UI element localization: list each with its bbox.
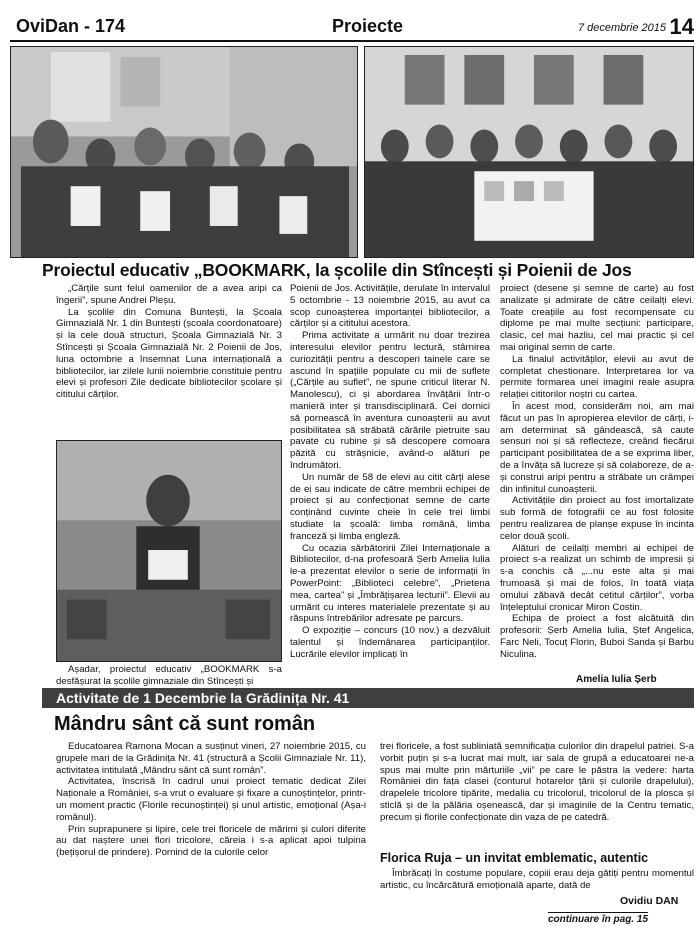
paragraph: La școlile din Comuna Buntești, la Școala Gimnazială Nr. 1 din Buntești (școala coordonatoare) și la cele două structuri, Școala Gimnazială Nr. 3 Stîncești și Școala Gimnazială Nr. 2 Poienii de Jos, luna octombrie a însemnat Luna internațională a bibliotecilor, iar zilele lunii noiembrie constituie pentru elevi și profesori Zile dedicate bibliotecilor școlare și cititului cărților. — [56, 306, 282, 401]
paragraph: Echipa de proiect a fost alcătuită din profesorii: Șerb Amelia Iulia, Ștef Angelica, Farc Neli, Tocuț Florin, Buboi Sanda și Barbu Niculina. — [500, 613, 694, 660]
paragraph: În acest mod, considerăm noi, am mai făcut un pas în apropierea elevilor de cărți, i-am determinat să gândească, să caute sensuri noi și să reflecteze, creând fiecărui participant posibilitatea de a se exprima liber, de a învăța să lucreze și să colaboreze, de a-și construi aripi pentru a străbate un crâmpei din infinitul cunoașterii. — [500, 400, 694, 495]
article-author: Ovidiu DAN — [620, 895, 679, 907]
paragraph: Educatoarea Ramona Mocan a susținut vineri, 27 noiembrie 2015, cu grupele mari de la Grădinița Nr. 41 (structură a Școlii Gimnaziale Nr. 11), activitatea intitulată „Mândru sânt că sunt român”. — [56, 741, 366, 776]
article-subtitle: Florica Ruja – un invitat emblematic, autentic — [380, 851, 649, 865]
classroom-group-photo — [364, 46, 694, 258]
paragraph: Activitățile din proiect au fost imortalizate sub formă de fotografii ce au fost folosite pentru realizarea de planșe expuse în incinta celor două școli. — [500, 495, 694, 542]
paragraph: trei floricele, a fost subliniată semnificația culorilor din drapelul patriei. S-a vorbit puțin și s-a lucrat mai mult, iar sala de grupă a educatoarei ne-a spus mai multe prin mărturiile „vii” pe care le păstra la vedere: harta României din fața clasei (conturul hotarelor țării și culorile drapelului), drapelele tricolore tipărite, medalia cu tricolorul, tricolorul de la plosca și sticlă și de la pălăria oșenească, dar și imaginile de la Centru tematic, precum și florile confecționate din vaza de pe catedră. — [380, 741, 694, 823]
paragraph: Un număr de 58 de elevi au citit cărți alese de ei sau indicate de către membrii echipei de proiect și au confecționat semne de carte conținând cuvinte cheie în cele trei limbi studiate la școală: limba română, limba franceză și limba engleză. — [290, 471, 490, 542]
article-signature: Amelia Iulia Șerb — [576, 674, 657, 685]
paragraph: Poienii de Jos. Activitățile, derulate în intervalul 5 octombrie - 13 noiembrie 2015, au avut ca scop cunoașterea importanței bibliotecilor, a cărților și a cititului acestora. — [290, 283, 490, 330]
photo-scene-icon — [11, 47, 357, 258]
article-column-2 — [380, 741, 694, 824]
section-heading-bar: Activitate de 1 Decembrie la Grădinița Nr. 41 — [42, 688, 694, 708]
article-column-3 — [500, 283, 694, 661]
paragraph: Cu ocazia sărbătoririi Zilei Internaționale a Bibliotecilor, d-na profesoară Șerb Amelia Iulia le-a prezentat elevilor o serie de informații în PowerPoint: „Biblioteci celebre”, „Prietena mea, cartea” și „Îmbrățișarea lecturii”. Elevii au urmărit cu interes materialele prezentate și au răspuns întrebărilor adresate pe parcurs. — [290, 542, 490, 625]
article-column-2-continued — [380, 868, 694, 892]
photo-scene-icon — [57, 441, 281, 661]
paragraph: Prin suprapunere și lipire, cele trei floricele de mărimi și culori diferite au dat naștere unei flori tricolore, căreia i s-a aplicat apoi tulpina (bețișorul de prindere). Pornind de la culorile celor — [56, 823, 366, 859]
article-title: Mândru sânt că sunt român — [54, 713, 316, 735]
paragraph: Activitatea, înscrisă în cadrul unui proiect tematic dedicat Zilei Naționale a României, s-a vrut o evaluare și fixare a cunoștințelor, printr-un moment practic (Florile recunoștinței) și unul artistic, emoțional (Așa-i românul). — [56, 776, 366, 823]
paragraph: Așadar, proiectul educativ „BOOKMARK s-a desfășurat la școlile gimnaziale din Stîncești și — [56, 664, 282, 687]
paragraph: O expoziție – concurs (10 nov.) a dezvăluit talentul și îndemânarea participanților. Lucrările elevilor implicați în — [290, 625, 490, 660]
paragraph: Alături de ceilalți membri ai echipei de proiect s-a realizat un schimb de impresii și s-a conchis că „...nu este alta și mai frumoasă și mai de folos, în toată viața omului zăbavă decât cetitul cărților”, vorba înțeleptului cronicar Miron Costin. — [500, 542, 694, 613]
article-column-1-continued — [56, 664, 282, 688]
article-column-2 — [290, 283, 490, 661]
paragraph: La finalul activităților, elevii au avut de completat chestionare. Interpretarea lor va permite formarea unei imagini reale asupra relației cititorilor noștri cu cartea. — [500, 353, 694, 401]
section-name: Proiecte — [332, 16, 404, 36]
continued-link[interactable]: continuare în pag. 15 — [548, 914, 649, 925]
issue-date: 7 decembrie 2015 — [577, 22, 666, 34]
boy-with-diploma-photo — [56, 440, 282, 662]
paragraph: proiect (desene și semne de carte) au fost analizate și admirate de către ceilalți elevi. Toate creațiile au fost recompensate cu diplome pe mai multe secțiuni: participare, clasic, cel mai hazliu, cel mai practic și cel mai original semn de carte. — [500, 283, 694, 353]
article-column-1 — [56, 741, 366, 859]
paragraph: Îmbrăcați în costume populare, copiii erau deja gătiți pentru momentul artistic, cu încărcătură emoțională aparte, dată de — [380, 868, 694, 891]
publication-issue: OviDan - 174 — [16, 16, 126, 36]
students-with-bookmarks-photo — [10, 46, 358, 258]
page-header — [10, 14, 694, 42]
article-column-1 — [56, 283, 282, 401]
paragraph: Prima activitate a urmărit nu doar trezirea interesului elevilor pentru lectură, stârnirea curiozității pentru a descoperi tainele care se ascund în spațiile populate cu mii de suflete („Cărțile au suflet”, ne spune criticul literar N. Manolescu), ci și abordarea învățării într-o manieră inter și transdisciplinară. Cei dornici să pornească în aventura cunoașterii au avut posibilitatea să străbată cărările pietruite sau pavate cu rubine și să descopere comoara păzită cu strășnicie, având-o alături pe îndrumători. — [290, 330, 490, 471]
article-title: Proiectul educativ „BOOKMARK, la școlile din Stîncești și Poienii de Jos — [42, 260, 632, 280]
page-number: 14 — [669, 14, 694, 39]
paragraph: „Cărțile sunt felul oamenilor de a avea aripi ca îngerii”, spune Andrei Pleșu. — [56, 283, 282, 306]
photo-scene-icon — [365, 47, 693, 258]
